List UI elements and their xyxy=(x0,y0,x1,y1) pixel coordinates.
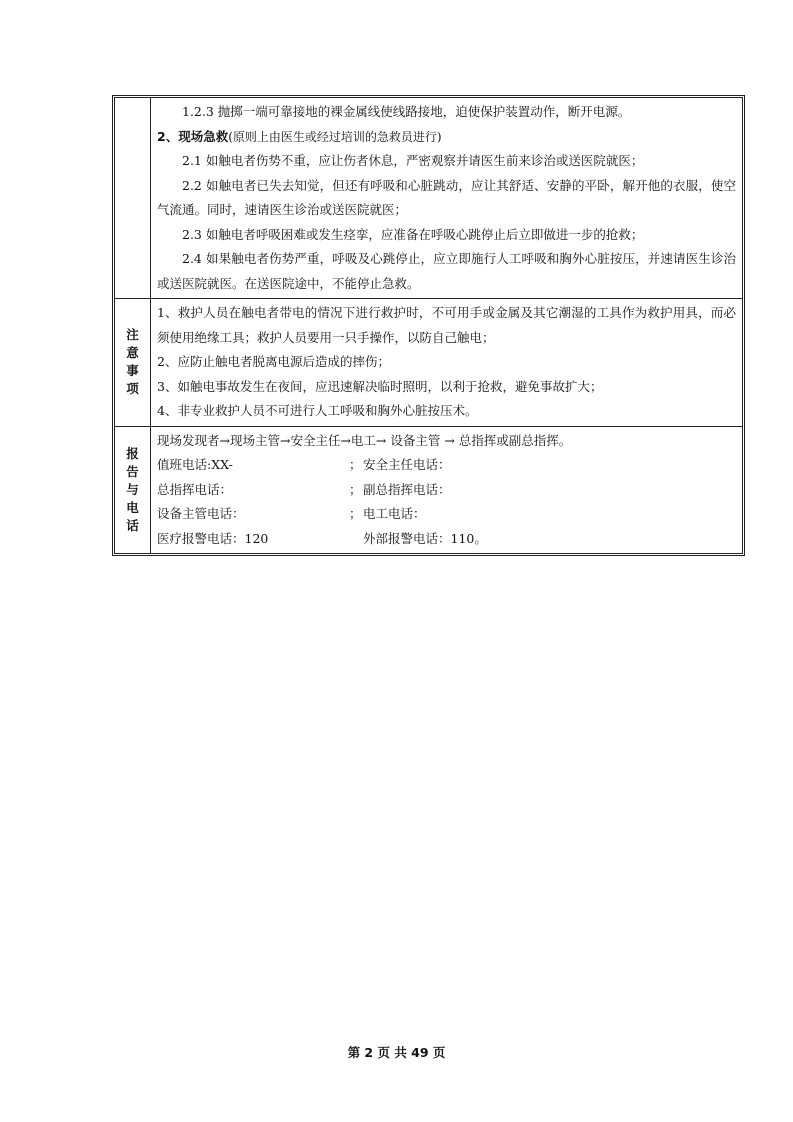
step-1-2-3: 1.2.3 抛掷一端可靠接地的裸金属线使线路接地，迫使保护装置动作，断开电源。 xyxy=(182,104,631,119)
step-2-2: 2.2 如触电者已失去知觉，但还有呼吸和心脏跳动，应让其舒适、安静的平卧，解开他的衣服，使空气流通。同时，速请医生诊治或送医院就医； xyxy=(157,177,736,217)
note-item-2: 2、应防止触电者脱离电源后造成的摔伤； xyxy=(157,354,390,369)
notes-row xyxy=(115,299,742,427)
step-2-1: 2.1 如触电者伤势不重，应让伤者休息，严密观察并请医生前来诊治或送医院就医； xyxy=(182,153,644,168)
report-label: 报告与电话 xyxy=(126,445,139,533)
first-aid-label-cell xyxy=(115,98,151,298)
notes-content xyxy=(151,299,742,426)
report-row xyxy=(115,427,742,554)
report-chain: 现场发现者→现场主管→安全主任→电工→ 设备主管 → 总指挥或副总指挥。 xyxy=(157,432,572,448)
notes-label-cell xyxy=(115,299,151,426)
external-emergency-phone: 外部报警电话：110。 xyxy=(363,530,487,546)
phone-separator: ； xyxy=(349,457,362,472)
first-aid-row xyxy=(115,98,742,299)
vice-commander-phone: 副总指挥电话： xyxy=(363,481,451,497)
note-item-4: 4、非专业救护人员不可进行人工呼吸和胸外心脏按压术。 xyxy=(157,403,478,418)
section-2-note: (原则上由医生或经过培训的急救员进行) xyxy=(228,129,442,144)
phone-line-3 xyxy=(157,502,736,527)
safety-officer-phone: 安全主任电话： xyxy=(363,457,451,472)
phone-line-2 xyxy=(157,478,736,503)
phone-spacer xyxy=(349,527,363,552)
notes-label: 注意事项 xyxy=(126,327,139,397)
medical-emergency-phone: 医疗报警电话：120 xyxy=(157,530,269,546)
section-2-heading xyxy=(157,125,736,150)
phone-separator: ； xyxy=(349,506,362,521)
emergency-procedure-table xyxy=(112,95,745,556)
section-2-title: 2、现场急救 xyxy=(157,128,229,144)
phone-line-1 xyxy=(157,453,736,478)
page-number-footer: 第 2 页 共 49 页 xyxy=(347,1045,446,1060)
note-item-3: 3、如触电事故发生在夜间，应迅速解决临时照明，以利于抢救，避免事故扩大； xyxy=(157,378,603,394)
step-2-4: 2.4 如果触电者伤势严重，呼吸及心跳停止，应立即施行人工呼吸和胸外心脏按压，并速请医生诊治或送医院就医。在送医院途中，不能停止急救。 xyxy=(157,251,736,291)
commander-phone: 总指挥电话： xyxy=(157,481,233,497)
report-label-cell xyxy=(115,427,151,554)
note-item-1: 1、救护人员在触电者带电的情况下进行救护时，不可用手或金属及其它潮湿的工具作为救护用具，而必须使用绝缘工具；救护人员要用一只手操作，以防自己触电； xyxy=(157,305,736,345)
phone-separator: ； xyxy=(349,481,362,497)
first-aid-content xyxy=(151,98,742,298)
phone-line-4 xyxy=(157,527,736,552)
report-content xyxy=(151,427,742,554)
duty-phone: 值班电话:XX- xyxy=(157,457,233,472)
electrician-phone: 电工电话： xyxy=(363,506,426,521)
equipment-manager-phone: 设备主管电话： xyxy=(157,506,245,521)
step-2-3: 2.3 如触电者呼吸困难或发生痉挛，应准备在呼吸心跳停止后立即做进一步的抢救； xyxy=(182,226,644,242)
